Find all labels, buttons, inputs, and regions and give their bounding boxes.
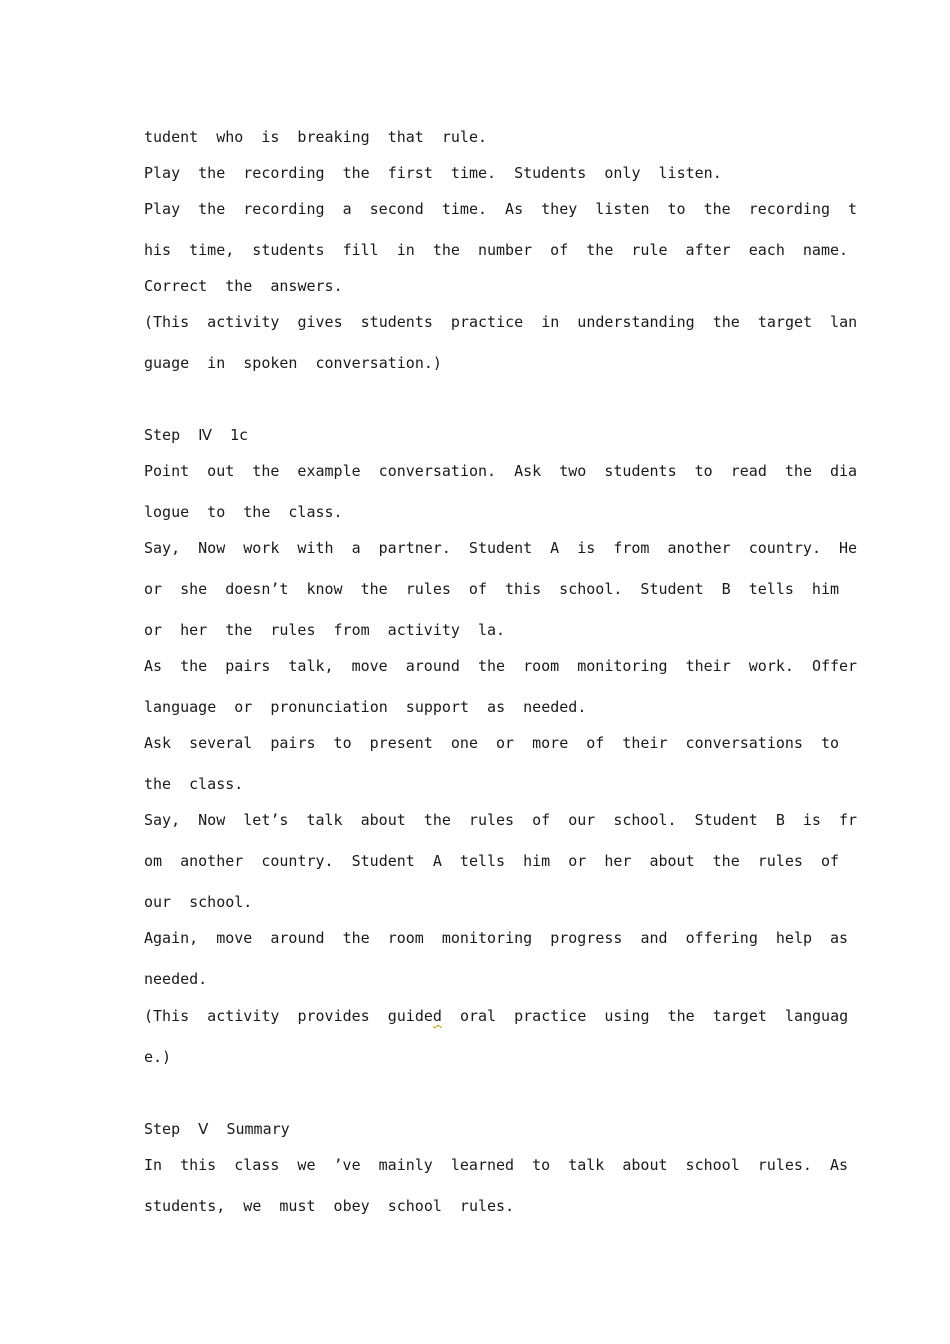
text-line: Say, Now work with a partner. Student A is from another country. He: [144, 539, 858, 557]
text-line: language or pronunciation support as needed.: [144, 698, 587, 716]
spellcheck-marked-text: d: [432, 1007, 442, 1025]
text-line: students, we must obey school rules.: [144, 1197, 515, 1215]
step-heading: Step Ⅳ 1c: [144, 426, 249, 444]
text-line: om another country. Student A tells him or her about the rules of: [144, 852, 839, 870]
text-line: our school.: [144, 893, 253, 911]
text-line: tudent who is breaking that rule.: [144, 128, 488, 146]
text-line: (This activity gives students practice in understanding the target lan: [144, 313, 858, 331]
text-line: Again, move around the room monitoring progress and offering help as: [144, 929, 849, 947]
text-line: As the pairs talk, move around the room monitoring their work. Offer: [144, 657, 858, 675]
text-segment: oral practice using the target languag: [441, 1007, 849, 1025]
text-line: needed.: [144, 970, 208, 988]
text-line: the class.: [144, 775, 244, 793]
text-line: Point out the example conversation. Ask two students to read the dia: [144, 462, 858, 480]
text-line: guage in spoken conversation.): [144, 354, 442, 372]
text-line: logue to the class.: [144, 503, 343, 521]
text-line: Ask several pairs to present one or more of their conversations to: [144, 734, 840, 752]
text-line: his time, students fill in the number of the rule after each name.: [144, 241, 849, 259]
text-line: or she doesn’t know the rules of this school. Student B tells him: [144, 580, 839, 598]
text-line: Say, Now let’s talk about the rules of our school. Student B is fr: [144, 811, 858, 829]
text-line: [144, 1006, 848, 1026]
text-line: e.): [144, 1048, 172, 1066]
step-heading: Step Ⅴ Summary: [144, 1120, 290, 1138]
text-line: In this class we ’ve mainly learned to talk about school rules. As: [144, 1156, 849, 1174]
text-line: or her the rules from activity la.: [144, 621, 506, 639]
text-line: Correct the answers.: [144, 277, 343, 295]
text-line: Play the recording the first time. Students only listen.: [144, 164, 722, 182]
text-segment: (This activity provides guide: [144, 1007, 433, 1025]
text-line: Play the recording a second time. As they listen to the recording t: [144, 200, 858, 218]
